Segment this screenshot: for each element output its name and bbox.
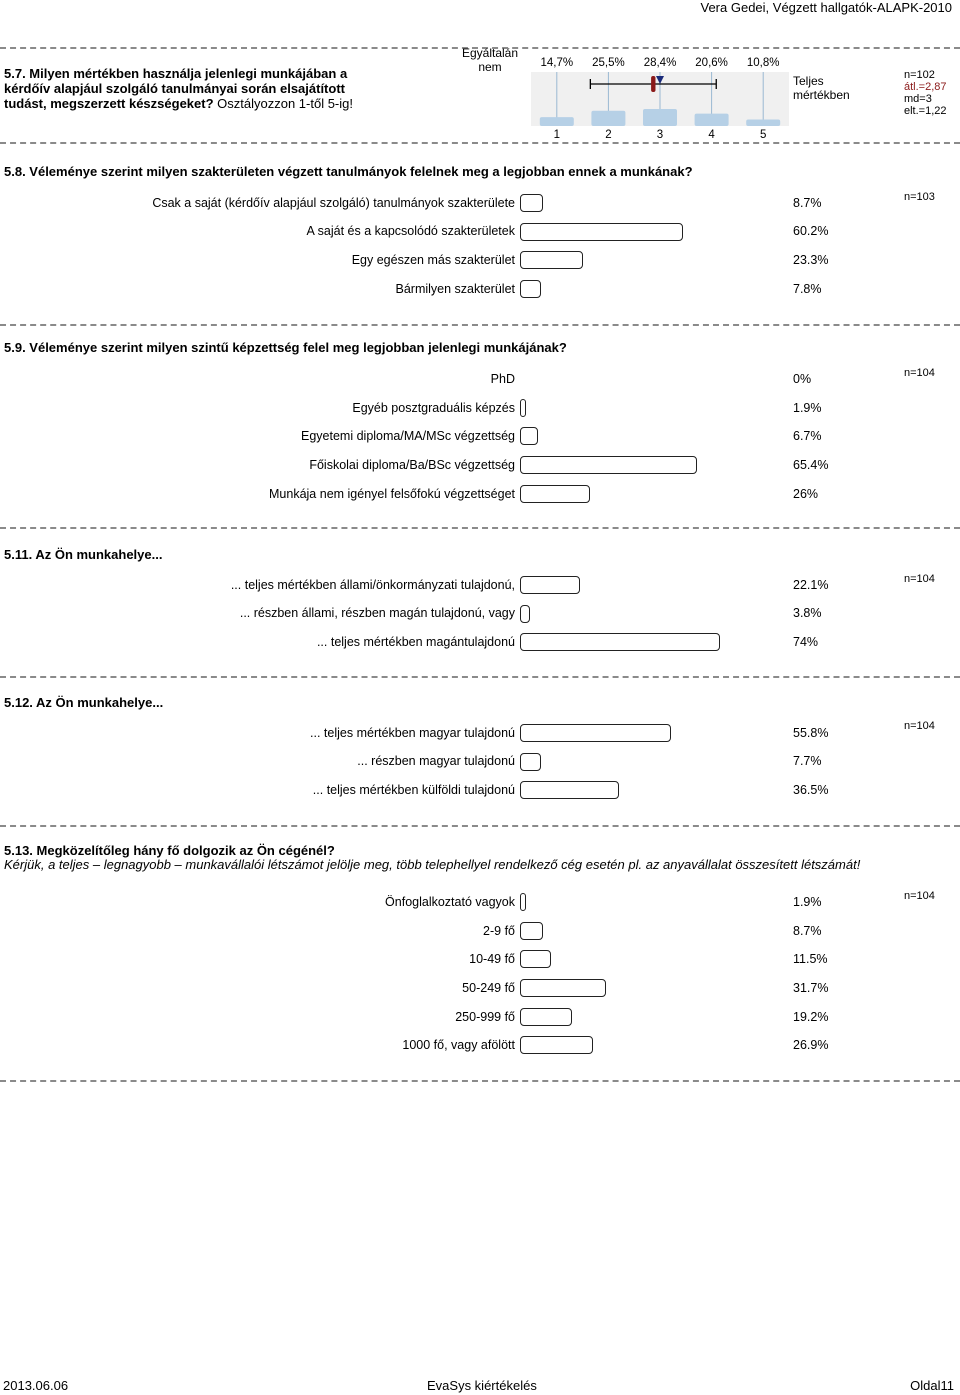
q59-title: 5.9. Véleménye szerint milyen szintű képzettség felel meg legjobban jelenlegi munkájának?: [4, 340, 567, 355]
q58-option-bar: [520, 251, 583, 269]
q57-stat-md: md=3: [904, 93, 932, 105]
section-divider: [0, 142, 960, 144]
q59-option-bar: [520, 427, 538, 445]
q512-option-pct: 55.8%: [793, 726, 829, 740]
q512-option-bar: [520, 753, 541, 771]
q58-option-label: A saját és a kapcsolódó szakterületek: [306, 224, 515, 238]
chart-bar: [591, 111, 625, 126]
chart-bar: [695, 114, 729, 126]
chart-value-label: 28,4%: [643, 57, 677, 69]
q512-option-pct: 36.5%: [793, 783, 829, 797]
q59-n: n=104: [904, 367, 935, 379]
q513-option-label: Önfoglalkoztató vagyok: [385, 895, 515, 909]
q57-title: [4, 66, 384, 111]
q57-stat-dev: elt.=1,22: [904, 105, 947, 117]
q511-option-bar: [520, 576, 580, 594]
q513-option-pct: 26.9%: [793, 1038, 829, 1052]
q513-option-bar: [520, 893, 526, 911]
chart-category-label: 5: [759, 129, 767, 141]
q513-option-pct: 31.7%: [793, 981, 829, 995]
q59-option-label: PhD: [490, 372, 515, 386]
q59-option-label: Munkája nem igényel felsőfokú végzettséget: [269, 487, 515, 501]
q513-option-label: 1000 fő, vagy afölött: [402, 1038, 515, 1052]
section-divider: [0, 527, 960, 529]
q58-option-pct: 60.2%: [793, 224, 829, 238]
q511-option-label: ... teljes mértékben magántulajdonú: [316, 635, 515, 649]
q511-option-bar: [520, 633, 720, 651]
q513-option-pct: 11.5%: [793, 952, 828, 966]
q58-option-pct: 8.7%: [793, 196, 822, 210]
section-divider: [0, 825, 960, 827]
q512-n: n=104: [904, 720, 935, 732]
chart-value-label: 14,7%: [540, 57, 574, 69]
q513-subtitle: Kérjük, a teljes – legnagyobb – munkavállalói létszámot jelölje meg, több telephellyel rendelkező cég esetén pl. az anyavállalat összesített létszámát!: [4, 857, 861, 872]
q511-n: n=104: [904, 573, 935, 585]
q59-option-label: Egyetemi diploma/MA/MSc végzettség: [301, 429, 515, 443]
q58-option-pct: 7.8%: [793, 282, 822, 296]
q57-stat-avg: átl.=2,87: [904, 81, 947, 93]
q511-option-pct: 22.1%: [793, 578, 829, 592]
q513-option-bar: [520, 1008, 572, 1026]
chart-bar: [540, 117, 574, 126]
q58-title: 5.8. Véleménye szerint milyen szakterületen végzett tanulmányok felelnek meg a legjobban ennek a munkának?: [4, 164, 693, 179]
q512-option-pct: 7.7%: [793, 754, 822, 768]
chart-value-label: 20,6%: [695, 57, 728, 69]
q59-option-pct: 26%: [793, 487, 819, 501]
q512-option-label: ... teljes mértékben magyar tulajdonú: [310, 726, 515, 740]
q513-option-label: 50-249 fő: [462, 981, 515, 995]
chart-bar: [643, 109, 677, 126]
q57-distribution-chart: [531, 52, 789, 142]
q512-option-label: ... részben magyar tulajdonú: [357, 754, 515, 768]
q513-option-pct: 19.2%: [793, 1010, 829, 1024]
section-divider: [0, 676, 960, 678]
q59-option-pct: 0%: [793, 372, 812, 386]
chart-category-label: 3: [656, 129, 664, 141]
chart-category-label: 1: [553, 129, 561, 141]
q511-title: 5.11. Az Ön munkahelye...: [4, 547, 163, 562]
q59-option-pct: 6.7%: [793, 429, 822, 443]
q513-option-label: 2-9 fő: [483, 924, 515, 938]
q513-option-bar: [520, 950, 551, 968]
q59-option-bar: [520, 456, 697, 474]
q58-option-label: Egy egészen más szakterület: [351, 253, 515, 267]
q57-question-text: 5.7. Milyen mértékben használja jelenlegi munkájában a kérdőív alapjául szolgáló tanulmányai során elsajátított tudást, megszerzett készségeket?: [4, 66, 348, 111]
footer-date: 2013.06.06: [3, 1378, 69, 1393]
q57-left-pole: Egyáltalán nem: [461, 46, 519, 74]
section-divider: [0, 1080, 960, 1082]
q58-option-label: Bármilyen szakterület: [395, 282, 515, 296]
q511-option-bar: [520, 605, 530, 623]
q512-option-bar: [520, 724, 671, 742]
q57-stats: [904, 69, 947, 117]
q513-option-bar: [520, 922, 543, 940]
q512-option-bar: [520, 781, 619, 799]
q513-option-label: 250-999 fő: [455, 1010, 515, 1024]
chart-value-label: 10,8%: [746, 57, 780, 69]
q58-option-pct: 23.3%: [793, 253, 829, 267]
q59-option-pct: 65.4%: [793, 458, 829, 472]
q59-option-label: Főiskolai diploma/Ba/BSc végzettség: [309, 458, 515, 472]
q57-stat-n: n=102: [904, 69, 935, 81]
q57-right-pole: Teljes mértékben: [793, 74, 850, 102]
report-header-title: Vera Gedei, Végzett hallgatók-ALAPK-2010: [700, 0, 952, 15]
q511-option-pct: 3.8%: [793, 606, 822, 620]
q513-option-label: 10-49 fő: [469, 952, 515, 966]
q513-option-bar: [520, 1036, 593, 1054]
footer-center: EvaSys kiértékelés: [427, 1378, 537, 1393]
chart-bar: [746, 120, 780, 126]
section-divider: [0, 324, 960, 326]
q58-option-label: Csak a saját (kérdőív alapjául szolgáló) tanulmányok szakterülete: [152, 196, 515, 210]
q58-n: n=103: [904, 191, 935, 203]
q59-option-bar: [520, 485, 590, 503]
chart-category-label: 2: [605, 129, 612, 141]
q513-n: n=104: [904, 890, 935, 902]
q59-option-bar: [520, 399, 526, 417]
q513-option-pct: 1.9%: [793, 895, 822, 909]
chart-category-label: 4: [708, 129, 715, 141]
q512-title: 5.12. Az Ön munkahelye...: [4, 695, 164, 710]
footer-page: Oldal11: [910, 1378, 954, 1393]
q57-instruction: Osztályozzon 1-től 5-ig!: [217, 96, 353, 111]
q513-option-bar: [520, 979, 606, 997]
q512-option-label: ... teljes mértékben külföldi tulajdonú: [312, 783, 515, 797]
q511-option-label: ... teljes mértékben állami/önkormányzati tulajdonú,: [230, 578, 515, 592]
q513-option-pct: 8.7%: [793, 924, 822, 938]
q513-title: 5.13. Megközelítőleg hány fő dolgozik az Ön cégénél?: [4, 843, 335, 858]
chart-mean-marker: [651, 76, 655, 92]
q58-option-bar: [520, 280, 541, 298]
q58-option-bar: [520, 194, 543, 212]
q59-option-pct: 1.9%: [793, 401, 822, 415]
q511-option-pct: 74%: [793, 635, 819, 649]
q59-option-label: Egyéb posztgraduális képzés: [352, 401, 515, 415]
q58-option-bar: [520, 223, 683, 241]
q511-option-label: ... részben állami, részben magán tulajdonú, vagy: [239, 606, 515, 620]
chart-value-label: 25,5%: [592, 57, 625, 69]
